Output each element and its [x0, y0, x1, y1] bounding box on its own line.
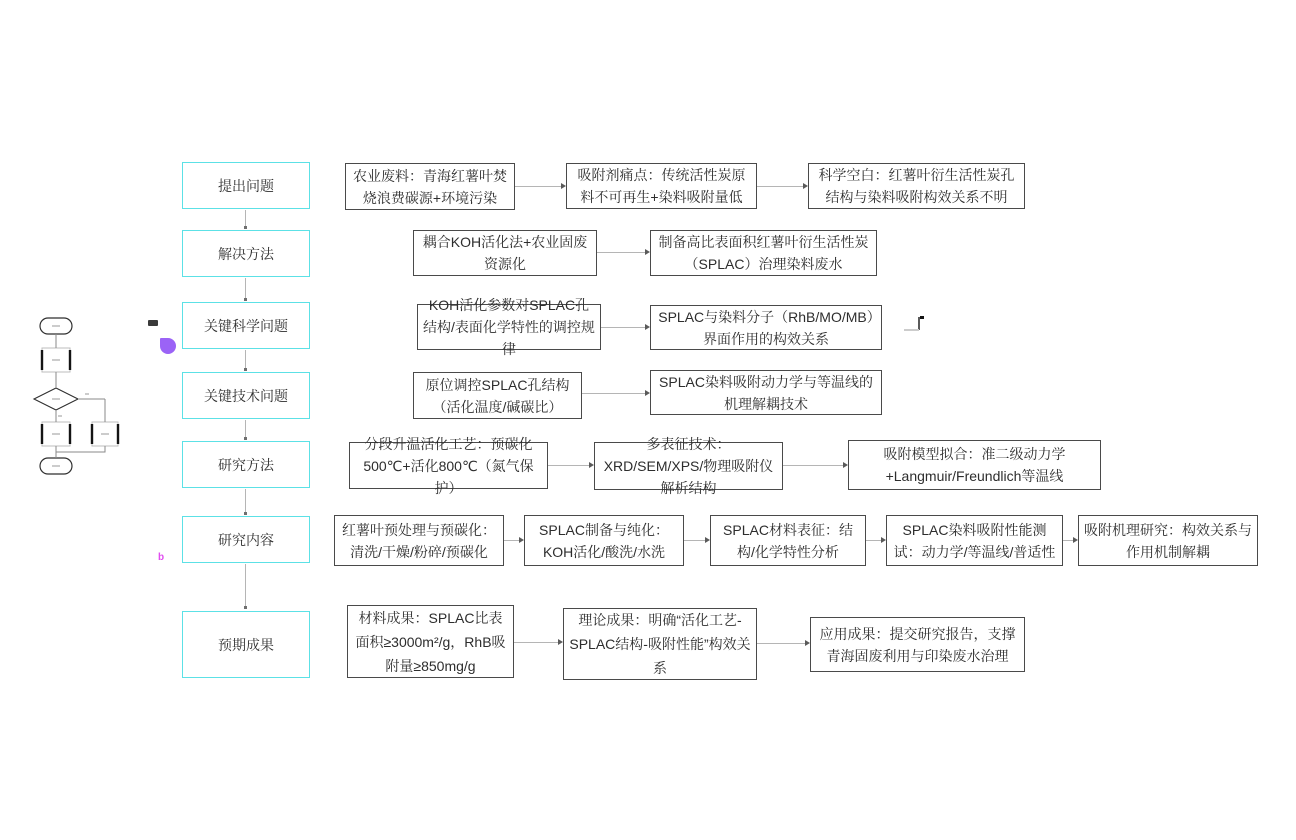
detail-box[interactable]	[710, 515, 866, 566]
arrowhead	[1073, 537, 1078, 543]
connector-line	[504, 540, 520, 541]
detail-text: 吸附剂痛点：传统活性炭原料不可再生+染料吸附量低	[577, 167, 746, 205]
collaborator-name-tag	[148, 320, 158, 326]
detail-box[interactable]	[417, 297, 601, 357]
arrowhead	[645, 249, 650, 255]
detail-box[interactable]	[650, 305, 882, 350]
detail-text: 应用成果：提交研究报告，支撑青海固废利用与印染废水治理	[819, 625, 1016, 664]
arrowhead	[705, 537, 710, 543]
connector-stub-end	[920, 316, 924, 319]
detail-text: 科学空白：红薯叶衍生活性炭孔结构与染料吸附构效关系不明	[818, 167, 1015, 205]
detail-box[interactable]	[1078, 515, 1258, 566]
connector-line	[514, 642, 559, 643]
stage-label: 预期成果	[218, 636, 274, 653]
mini-flowchart[interactable]	[25, 300, 135, 480]
connector-line	[597, 252, 646, 253]
connector-line	[548, 465, 590, 466]
stage-box-research-content[interactable]	[182, 516, 310, 563]
stage-label: 研究方法	[218, 456, 274, 473]
stage-box-research-method[interactable]	[182, 441, 310, 488]
arrowhead	[805, 640, 810, 646]
connector-end	[244, 368, 247, 371]
connector-line	[866, 540, 882, 541]
connector-line	[245, 564, 246, 609]
collaborator-cursor-label: b	[158, 552, 165, 563]
arrowhead	[645, 390, 650, 396]
collaborator-cursor-icon	[160, 338, 176, 354]
stage-label: 提出问题	[218, 177, 274, 194]
detail-text: 分段升温活化工艺：预碳化500℃+活化800℃（氮气保护）	[363, 435, 534, 496]
detail-text: 理论成果：明确“活化工艺-SPLAC结构-吸附性能”构效关系	[569, 612, 751, 676]
stage-label: 关键科学问题	[204, 317, 288, 334]
detail-box[interactable]	[524, 515, 684, 566]
detail-text: 制备高比表面积红薯叶衍生活性炭（SPLAC）治理染料废水	[658, 234, 869, 272]
detail-text: SPLAC染料吸附动力学与等温线的机理解耦技术	[659, 373, 873, 412]
detail-text: 吸附机理研究：构效关系与作用机制解耦	[1084, 521, 1252, 560]
detail-box[interactable]	[594, 436, 783, 496]
detail-text: KOH活化参数对SPLAC孔结构/表面化学特性的调控规律	[423, 297, 595, 357]
detail-text: 吸附模型拟合：准二级动力学+Langmuir/Freundlich等温线	[883, 446, 1066, 484]
detail-box[interactable]	[334, 515, 504, 566]
connector-line	[582, 393, 646, 394]
stage-box-key-technical-question[interactable]	[182, 372, 310, 419]
detail-box[interactable]	[349, 435, 548, 496]
connector-line	[515, 186, 562, 187]
detail-box[interactable]	[345, 163, 515, 210]
connector-line	[684, 540, 706, 541]
stage-box-key-scientific-question[interactable]	[182, 302, 310, 349]
stage-label: 关键技术问题	[204, 387, 288, 404]
detail-text: 多表征技术：XRD/SEM/XPS/物理吸附仪解析结构	[603, 436, 774, 496]
arrowhead	[561, 183, 566, 189]
detail-box[interactable]	[566, 163, 757, 209]
connector-end	[244, 226, 247, 229]
connector-line	[601, 327, 646, 328]
arrowhead	[803, 183, 808, 189]
detail-box[interactable]	[563, 608, 757, 680]
detail-text: 红薯叶预处理与预碳化：清洗/干燥/粉碎/预碳化	[342, 521, 496, 560]
connector-end	[244, 437, 247, 440]
arrowhead	[645, 324, 650, 330]
detail-box[interactable]	[848, 440, 1101, 490]
stage-box-expected-results[interactable]	[182, 611, 310, 678]
stage-label: 研究内容	[218, 531, 274, 548]
detail-box[interactable]	[650, 370, 882, 415]
connector-stub-line	[904, 329, 919, 331]
detail-text: 耦合KOH活化法+农业固废资源化	[422, 234, 588, 272]
detail-text: 材料成果：SPLAC比表面积≥3000m²/g，RhB吸附量≥850mg/g	[355, 609, 506, 674]
connector-end	[244, 298, 247, 301]
detail-text: SPLAC制备与纯化：KOH活化/酸洗/水洗	[539, 521, 669, 560]
stage-box-propose-problem[interactable]	[182, 162, 310, 209]
arrowhead	[558, 639, 563, 645]
arrowhead	[519, 537, 524, 543]
stage-box-solution[interactable]	[182, 230, 310, 277]
detail-text: SPLAC染料吸附性能测试：动力学/等温线/普适性	[893, 521, 1056, 560]
detail-box[interactable]	[347, 605, 514, 678]
connector-end	[244, 606, 247, 609]
detail-box[interactable]	[413, 230, 597, 276]
arrowhead	[881, 537, 886, 543]
stage-label: 解决方法	[218, 245, 274, 262]
detail-text: 原位调控SPLAC孔结构（活化温度/碱碳比）	[425, 376, 570, 415]
detail-box[interactable]	[808, 163, 1025, 209]
arrowhead	[589, 462, 594, 468]
connector-end	[244, 512, 247, 515]
detail-text: SPLAC与染料分子（RhB/MO/MB）界面作用的构效关系	[658, 308, 874, 347]
detail-box[interactable]	[413, 372, 582, 419]
connector-line	[783, 465, 844, 466]
detail-box[interactable]	[810, 617, 1025, 672]
connector-line	[757, 643, 806, 644]
detail-text: SPLAC材料表征：结构/化学特性分析	[723, 521, 853, 560]
detail-box[interactable]	[886, 515, 1063, 566]
connector-line	[757, 186, 804, 187]
detail-box[interactable]	[650, 230, 877, 276]
arrowhead	[843, 462, 848, 468]
detail-text: 农业废料：青海红薯叶焚烧浪费碳源+环境污染	[353, 167, 507, 206]
